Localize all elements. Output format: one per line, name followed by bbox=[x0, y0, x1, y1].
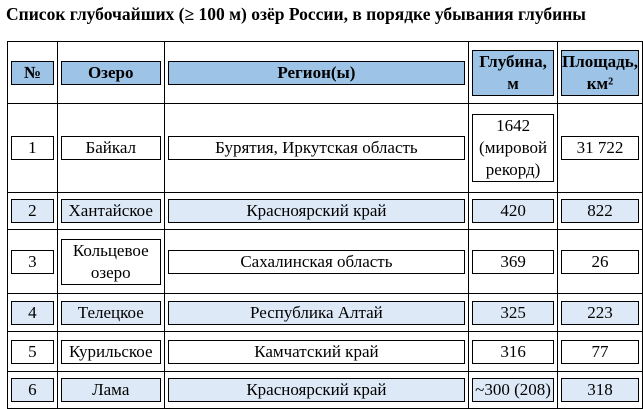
cell-region: Бурятия, Иркутская область bbox=[165, 104, 469, 193]
table-row bbox=[8, 294, 643, 332]
table-row bbox=[8, 104, 643, 193]
cell-number: 2 bbox=[8, 193, 58, 230]
cell-lake: Телецкое bbox=[58, 294, 165, 332]
table-row bbox=[8, 193, 643, 230]
page-title: Список глубочайших (≥ 100 м) озёр России, в порядке убывания глубины bbox=[6, 4, 586, 24]
table-row bbox=[8, 372, 643, 409]
cell-area: 26 bbox=[558, 230, 643, 294]
cell-number: 1 bbox=[8, 104, 58, 193]
cell-area: 77 bbox=[558, 332, 643, 372]
cell-number: 3 bbox=[8, 230, 58, 294]
header-cell-area: Площадь, км² bbox=[558, 42, 643, 104]
table-header-row bbox=[8, 42, 643, 104]
cell-area: 31 722 bbox=[558, 104, 643, 193]
cell-region: Республика Алтай bbox=[165, 294, 469, 332]
cell-lake: Курильское bbox=[58, 332, 165, 372]
cell-region: Красноярский край bbox=[165, 193, 469, 230]
cell-area: 223 bbox=[558, 294, 643, 332]
cell-number: 6 bbox=[8, 372, 58, 409]
header-cell-number: № bbox=[8, 42, 58, 104]
cell-region: Сахалинская область bbox=[165, 230, 469, 294]
cell-depth: 325 bbox=[469, 294, 558, 332]
table-row bbox=[8, 332, 643, 372]
cell-depth: 420 bbox=[469, 193, 558, 230]
cell-region: Камчатский край bbox=[165, 332, 469, 372]
lakes-table bbox=[7, 41, 643, 409]
cell-depth: ~300 (208) bbox=[469, 372, 558, 409]
cell-lake: Байкал bbox=[58, 104, 165, 193]
cell-region: Красноярский край bbox=[165, 372, 469, 409]
header-cell-region: Регион(ы) bbox=[165, 42, 469, 104]
cell-lake: Кольцевое озеро bbox=[58, 230, 165, 294]
cell-lake: Лама bbox=[58, 372, 165, 409]
cell-depth: 316 bbox=[469, 332, 558, 372]
cell-number: 4 bbox=[8, 294, 58, 332]
cell-area: 318 bbox=[558, 372, 643, 409]
header-cell-lake: Озеро bbox=[58, 42, 165, 104]
cell-lake: Хантайское bbox=[58, 193, 165, 230]
table-row bbox=[8, 230, 643, 294]
cell-number: 5 bbox=[8, 332, 58, 372]
cell-area: 822 bbox=[558, 193, 643, 230]
cell-depth: 1642 (мировой рекорд) bbox=[469, 104, 558, 193]
header-cell-depth: Глубина, м bbox=[469, 42, 558, 104]
cell-depth: 369 bbox=[469, 230, 558, 294]
